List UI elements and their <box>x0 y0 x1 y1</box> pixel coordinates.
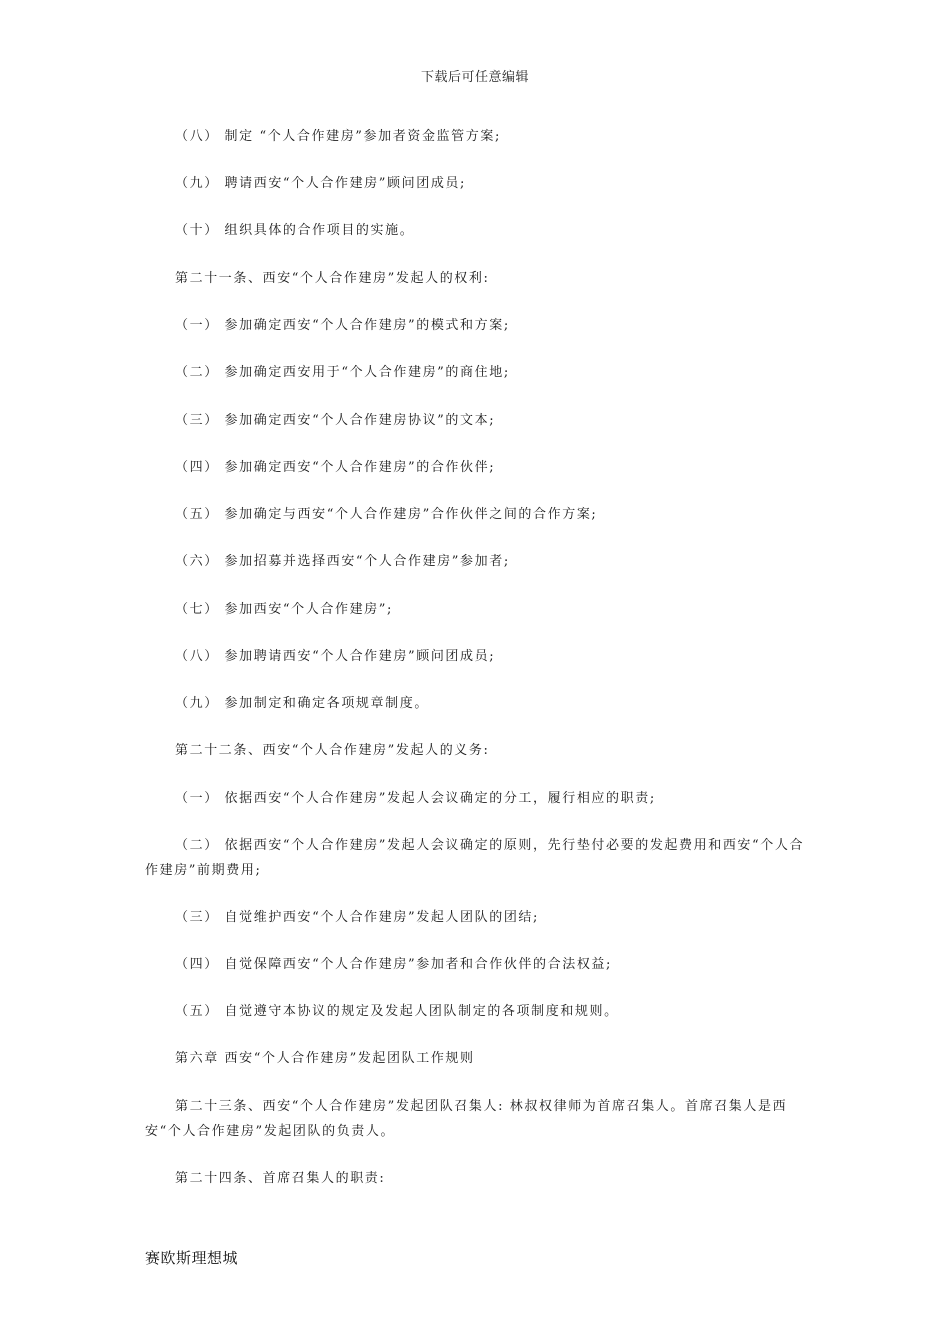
paragraph-15: （一） 依据西安“个人合作建房”发起人会议确定的分工，履行相应的职责; <box>175 791 656 806</box>
page-footer: 赛欧斯理想城 <box>145 1249 239 1267</box>
paragraph-16: （二） 依据西安“个人合作建房”发起人会议确定的原则，先行垫付必要的发起费用和西安“个人合作建房”前期费用; <box>145 838 805 878</box>
paragraph-6: （二） 参加确定西安用于“个人合作建房”的商住地; <box>175 365 510 380</box>
paragraph-9: （五） 参加确定与西安“个人合作建房”合作伙伴之间的合作方案; <box>175 507 598 522</box>
article-21-heading: 第二十一条、西安“个人合作建房”发起人的权利: <box>175 271 490 286</box>
paragraph-17: （三） 自觉维护西安“个人合作建房”发起人团队的团结; <box>175 910 540 925</box>
article-24-heading: 第二十四条、首席召集人的职责: <box>175 1171 386 1186</box>
paragraph-7: （三） 参加确定西安“个人合作建房协议”的文本; <box>175 413 496 428</box>
paragraph-18: （四） 自觉保障西安“个人合作建房”参加者和合作伙伴的合法权益; <box>175 957 613 972</box>
paragraph-10: （六） 参加招募并选择西安“个人合作建房”参加者; <box>175 554 510 569</box>
paragraph-2: （九） 聘请西安“个人合作建房”顾问团成员; <box>175 176 467 191</box>
paragraph-19: （五） 自觉遵守本协议的规定及发起人团队制定的各项制度和规则。 <box>175 1004 619 1019</box>
chapter-6-heading: 第六章 西安“个人合作建房”发起团队工作规则 <box>175 1051 475 1066</box>
page-header: 下载后可任意编辑 <box>420 70 529 85</box>
paragraph-5: （一） 参加确定西安“个人合作建房”的模式和方案; <box>175 318 510 333</box>
paragraph-8: （四） 参加确定西安“个人合作建房”的合作伙伴; <box>175 460 496 475</box>
article-23: 第二十三条、西安“个人合作建房”发起团队召集人: 林叔权律师为首席召集人。首席召集人是西安“个人合作建房”发起团队的负责人。 <box>145 1099 788 1139</box>
paragraph-3: （十） 组织具体的合作项目的实施。 <box>175 223 415 238</box>
article-22-heading: 第二十二条、西安“个人合作建房”发起人的义务: <box>175 743 490 758</box>
paragraph-13: （九） 参加制定和确定各项规章制度。 <box>175 696 429 711</box>
paragraph-12: （八） 参加聘请西安“个人合作建房”顾问团成员; <box>175 649 496 664</box>
paragraph-1: （八） 制定 “个人合作建房”参加者资金监管方案; <box>175 129 501 144</box>
paragraph-11: （七） 参加西安“个人合作建房”; <box>175 602 394 617</box>
